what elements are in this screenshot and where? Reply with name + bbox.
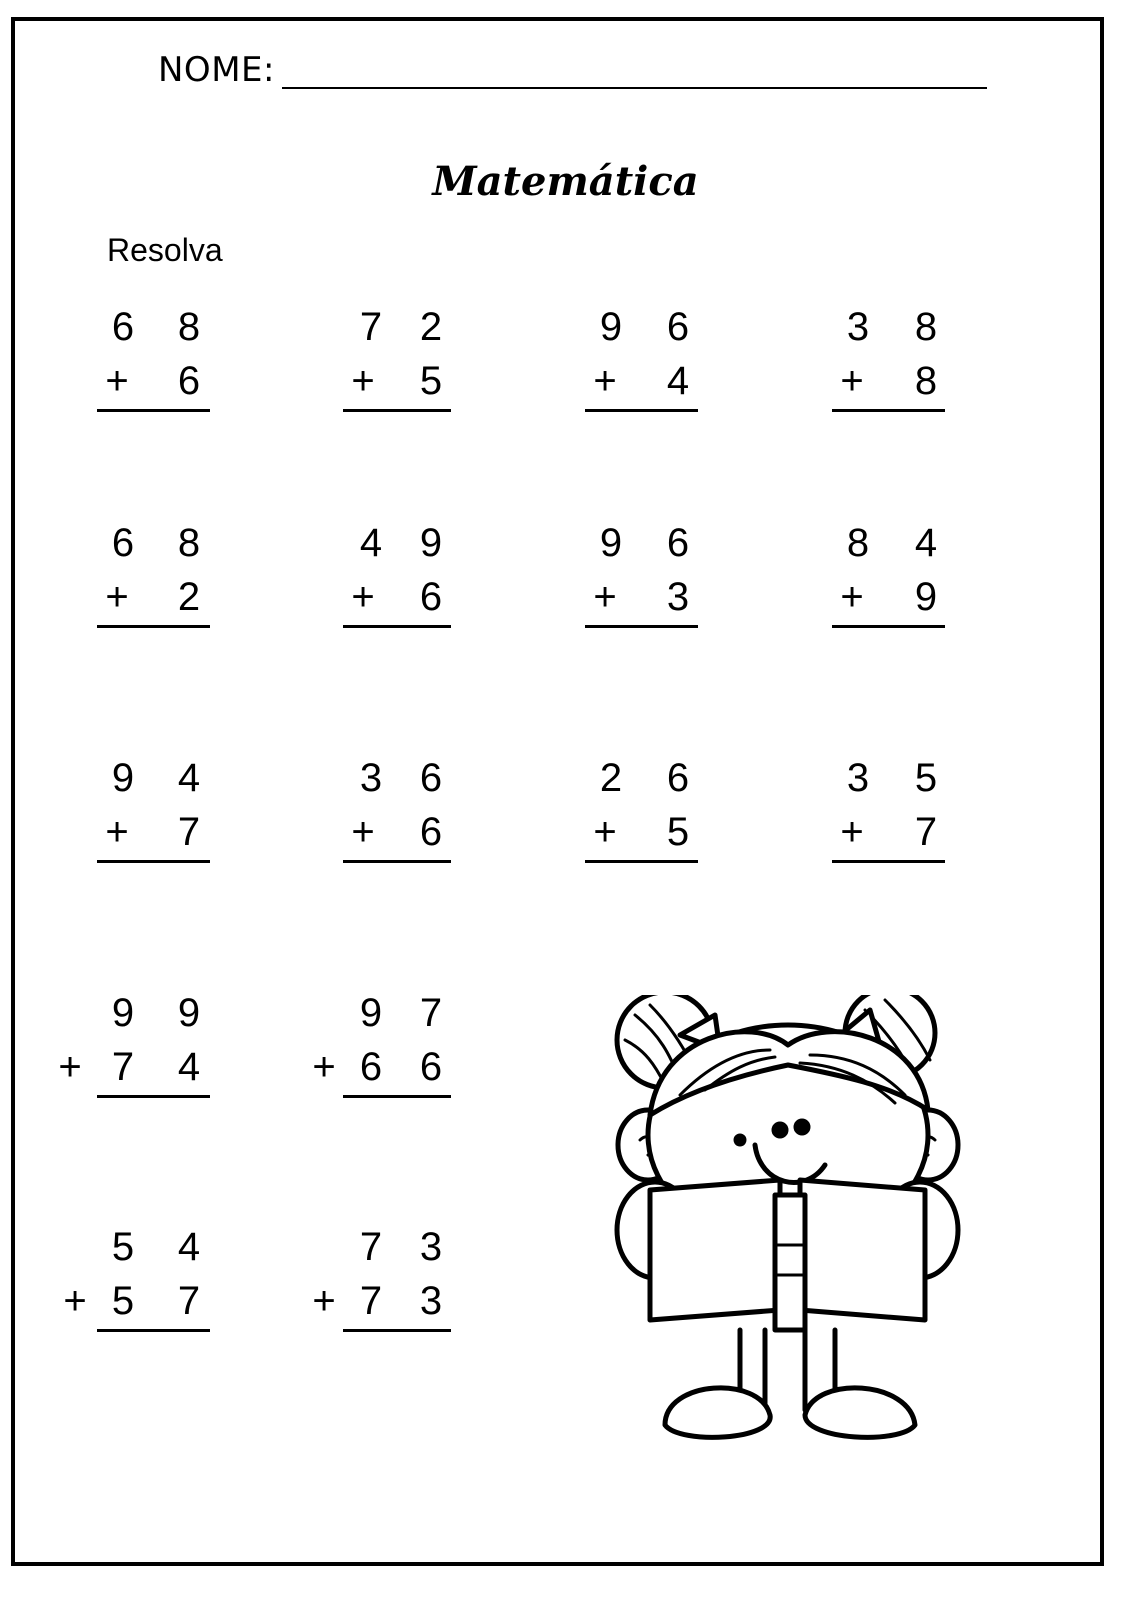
top-tens-digit: 7 <box>359 305 383 349</box>
top-units-digit: 6 <box>666 521 690 565</box>
top-tens-digit: 3 <box>846 756 870 800</box>
answer-line[interactable] <box>343 1329 451 1332</box>
answer-line[interactable] <box>97 409 210 412</box>
top-units-digit: 5 <box>914 756 938 800</box>
answer-line[interactable] <box>832 860 945 863</box>
top-units-digit: 4 <box>914 521 938 565</box>
top-units-digit: 8 <box>177 305 201 349</box>
addition-problem <box>309 1225 469 1335</box>
bottom-units-digit: 3 <box>419 1279 443 1323</box>
top-units-digit: 6 <box>419 756 443 800</box>
bottom-tens-digit: 5 <box>111 1279 135 1323</box>
bottom-units-digit: 7 <box>177 1279 201 1323</box>
plus-sign: + <box>58 1045 82 1089</box>
bottom-units-digit: 7 <box>177 810 201 854</box>
addition-problem <box>585 305 745 415</box>
answer-line[interactable] <box>343 409 451 412</box>
top-units-digit: 4 <box>177 756 201 800</box>
addition-problem <box>55 1225 215 1335</box>
bottom-units-digit: 5 <box>666 810 690 854</box>
top-tens-digit: 4 <box>359 521 383 565</box>
answer-line[interactable] <box>585 625 698 628</box>
answer-line[interactable] <box>343 625 451 628</box>
addition-problem <box>55 991 215 1101</box>
plus-sign: + <box>63 1279 87 1323</box>
bottom-tens-digit: 7 <box>111 1045 135 1089</box>
addition-problem <box>585 756 745 866</box>
plus-sign: + <box>105 575 129 619</box>
top-tens-digit: 2 <box>599 756 623 800</box>
answer-line[interactable] <box>585 860 698 863</box>
plus-sign: + <box>105 810 129 854</box>
bottom-units-digit: 9 <box>914 575 938 619</box>
plus-sign: + <box>840 575 864 619</box>
bottom-units-digit: 8 <box>914 359 938 403</box>
top-tens-digit: 9 <box>359 991 383 1035</box>
answer-line[interactable] <box>343 860 451 863</box>
answer-line[interactable] <box>585 409 698 412</box>
top-tens-digit: 3 <box>846 305 870 349</box>
bottom-units-digit: 6 <box>419 575 443 619</box>
bottom-units-digit: 4 <box>177 1045 201 1089</box>
top-tens-digit: 8 <box>846 521 870 565</box>
top-units-digit: 4 <box>177 1225 201 1269</box>
top-units-digit: 6 <box>666 305 690 349</box>
top-tens-digit: 6 <box>111 305 135 349</box>
plus-sign: + <box>351 810 375 854</box>
page-title: Matemática <box>432 158 699 205</box>
top-tens-digit: 9 <box>599 305 623 349</box>
bottom-units-digit: 7 <box>914 810 938 854</box>
name-label: NOME: <box>158 50 275 90</box>
answer-line[interactable] <box>343 1095 451 1098</box>
top-tens-digit: 9 <box>599 521 623 565</box>
answer-line[interactable] <box>97 625 210 628</box>
top-units-digit: 7 <box>419 991 443 1035</box>
top-units-digit: 6 <box>666 756 690 800</box>
plus-sign: + <box>312 1045 336 1089</box>
plus-sign: + <box>840 810 864 854</box>
plus-sign: + <box>593 575 617 619</box>
answer-line[interactable] <box>97 1095 210 1098</box>
top-units-digit: 3 <box>419 1225 443 1269</box>
bottom-tens-digit: 6 <box>359 1045 383 1089</box>
bottom-units-digit: 3 <box>666 575 690 619</box>
bottom-units-digit: 2 <box>177 575 201 619</box>
bottom-tens-digit: 7 <box>359 1279 383 1323</box>
top-units-digit: 8 <box>914 305 938 349</box>
instruction-text: Resolva <box>107 232 223 268</box>
top-tens-digit: 5 <box>111 1225 135 1269</box>
plus-sign: + <box>312 1279 336 1323</box>
top-units-digit: 9 <box>419 521 443 565</box>
bottom-units-digit: 6 <box>419 810 443 854</box>
plus-sign: + <box>351 359 375 403</box>
addition-problem <box>832 756 992 866</box>
plus-sign: + <box>840 359 864 403</box>
answer-line[interactable] <box>97 860 210 863</box>
top-units-digit: 8 <box>177 521 201 565</box>
answer-line[interactable] <box>97 1329 210 1332</box>
top-tens-digit: 3 <box>359 756 383 800</box>
answer-line[interactable] <box>832 625 945 628</box>
addition-problem <box>97 305 257 415</box>
bottom-units-digit: 5 <box>419 359 443 403</box>
addition-problem <box>343 756 503 866</box>
addition-problem <box>97 756 257 866</box>
addition-problem <box>343 521 503 631</box>
top-tens-digit: 7 <box>359 1225 383 1269</box>
top-tens-digit: 6 <box>111 521 135 565</box>
plus-sign: + <box>105 359 129 403</box>
addition-problem <box>343 305 503 415</box>
top-tens-digit: 9 <box>111 756 135 800</box>
addition-problem <box>585 521 745 631</box>
bottom-units-digit: 6 <box>177 359 201 403</box>
answer-line[interactable] <box>832 409 945 412</box>
top-units-digit: 2 <box>419 305 443 349</box>
addition-problem <box>309 991 469 1101</box>
addition-problem <box>832 305 992 415</box>
plus-sign: + <box>351 575 375 619</box>
name-field[interactable] <box>282 87 987 89</box>
plus-sign: + <box>593 359 617 403</box>
girl-reading-book-icon <box>610 995 990 1485</box>
bottom-units-digit: 4 <box>666 359 690 403</box>
top-tens-digit: 9 <box>111 991 135 1035</box>
addition-problem <box>832 521 992 631</box>
top-units-digit: 9 <box>177 991 201 1035</box>
plus-sign: + <box>593 810 617 854</box>
addition-problem <box>97 521 257 631</box>
bottom-units-digit: 6 <box>419 1045 443 1089</box>
